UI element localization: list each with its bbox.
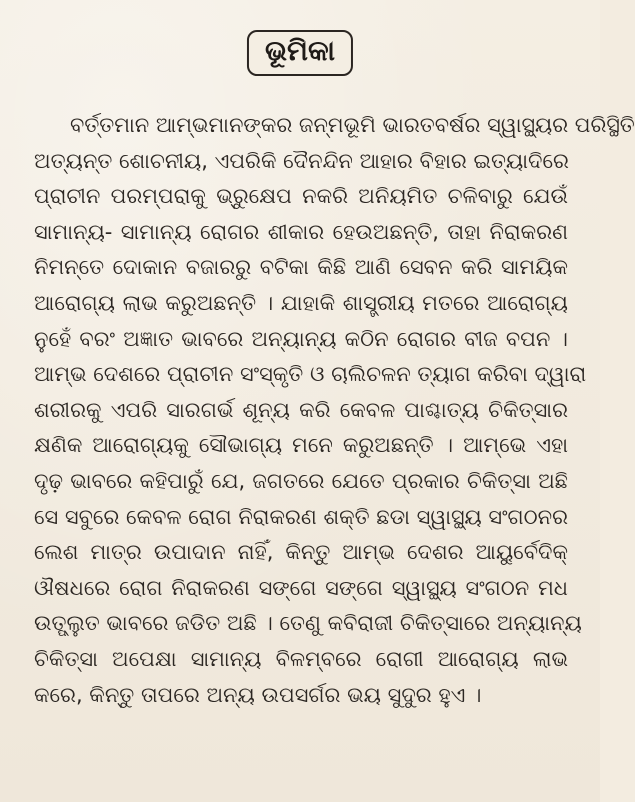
paragraph-line: ନିମନ୍ତେ ଦୋକାନ ବଜାରରୁ ବଟିକା କିଛି ଆଣି ସେବନ କରି ସାମୟିକ (34, 255, 568, 280)
paragraph-line: ସେ ସବୁରେ କେବଳ ରୋଗ ନିରାକରଣ ଶକ୍ତି ଛଡା ସ୍ୱାସ୍ଥ୍ୟ ସଂଗଠନର (34, 504, 568, 529)
paragraph-line: କରେ, କିନ୍ତୁ ତାପରେ ଅନ୍ୟ ଉପସର୍ଗର ଭୟ ସୁଦୁର ହୁଏ । (34, 682, 482, 707)
paragraph-line: ଦୃଢ଼ ଭାବରେ କହିପାରୁଁ ଯେ, ଜଗତରେ ଯେତେ ପ୍ରକାର ଚିକିତ୍ସା ଅଛି (34, 468, 568, 493)
paragraph-line: ଉତ୍ପ୍ଲୁତ ଭାବରେ ଜଡିତ ଅଛି । ତେଣୁ କବିରାଜୀ ଚିକିତ୍ସାରେ ଅନ୍ୟାନ୍ୟ (34, 611, 582, 636)
paragraph-line: କ୍ଷଣିକ ଆରୋଗ୍ୟକୁ ସୌଭାଗ୍ୟ ମନେ କରୁଅଛନ୍ତି । ଆମ୍ଭେ ଏହା (34, 433, 568, 458)
paragraph-line: ଲେଶ ମାତ୍ର ଉପାଦାନ ନାହିଁ, କିନ୍ତୁ ଆମ୍ଭ ଦେଶର ଆୟୁର୍ବେଦିକ୍ (34, 540, 568, 565)
paragraph-line: ଔଷଧରେ ରୋଗ ନିରାକରଣ ସଙ୍ଗେ ସଙ୍ଗେ ସ୍ୱାସ୍ଥ୍ୟ ସଂଗଠନ ମଧ (34, 575, 568, 600)
paragraph-line: ଶରୀରକୁ ଏପରି ସାରଗର୍ଭ ଶୂନ୍ୟ କରି କେବଳ ପାଶ୍ଚାତ୍ୟ ଚିକିତ୍ସାର (34, 397, 568, 422)
paragraph-line: ବର୍ତ୍ତମାନ ଆମ୍ଭମାନଙ୍କର ଜନ୍ମଭୂମି ଭାରତବର୍ଷର ସ୍ୱାସ୍ଥ୍ୟର ପରିସ୍ଥିତି (70, 113, 635, 137)
paragraph-line: ସାମାନ୍ୟ- ସାମାନ୍ୟ ରୋଗର ଶୀକାର ହେଉଅଛନ୍ତି, ତାହା ନିରାକରଣ (34, 219, 568, 244)
body-paragraph (34, 108, 635, 713)
paragraph-line: ଚିକିତ୍ସା ଅପେକ୍ଷା ସାମାନ୍ୟ ବିଳମ୍ବରେ ରୋଗୀ ଆରୋଗ୍ୟ ଲାଭ (34, 646, 568, 671)
paragraph-line: ନୁହେଁ ବରଂ ଅଜ୍ଞାତ ଭାବରେ ଅନ୍ୟାନ୍ୟ କଠିନ ରୋଗର ବୀଜ ବପନ । (34, 326, 568, 351)
paragraph-line: ଆମ୍ଭ ଦେଶରେ ପ୍ରାଚୀନ ସଂସ୍କୃତି ଓ ଚାଲିଚଳନ ତ୍ୟାଗ କରିବା ଦ୍ୱାରା (34, 362, 587, 387)
paragraph-line: ପ୍ରାଚୀନ ପରମ୍ପରାକୁ ଭ୍ରୁକ୍ଷେପ ନକରି ଅନିୟମିତ ଚଳିବାରୁ ଯେଉଁ (34, 184, 568, 209)
paragraph-line: ଅତ୍ୟନ୍ତ ଶୋଚନୀୟ, ଏପରିକି ଦୈନନ୍ଦିନ ଆହାର ବିହାର ଇତ୍ୟାଦିରେ (34, 148, 569, 173)
page-title: ଭୂମିକା (264, 34, 336, 67)
paragraph-line: ଆରୋଗ୍ୟ ଲାଭ କରୁଅଛନ୍ତି । ଯାହାକି ଶାସ୍ତ୍ରୀୟ ମତରେ ଆରୋଗ୍ୟ (34, 290, 568, 315)
page-title-box (247, 30, 353, 76)
